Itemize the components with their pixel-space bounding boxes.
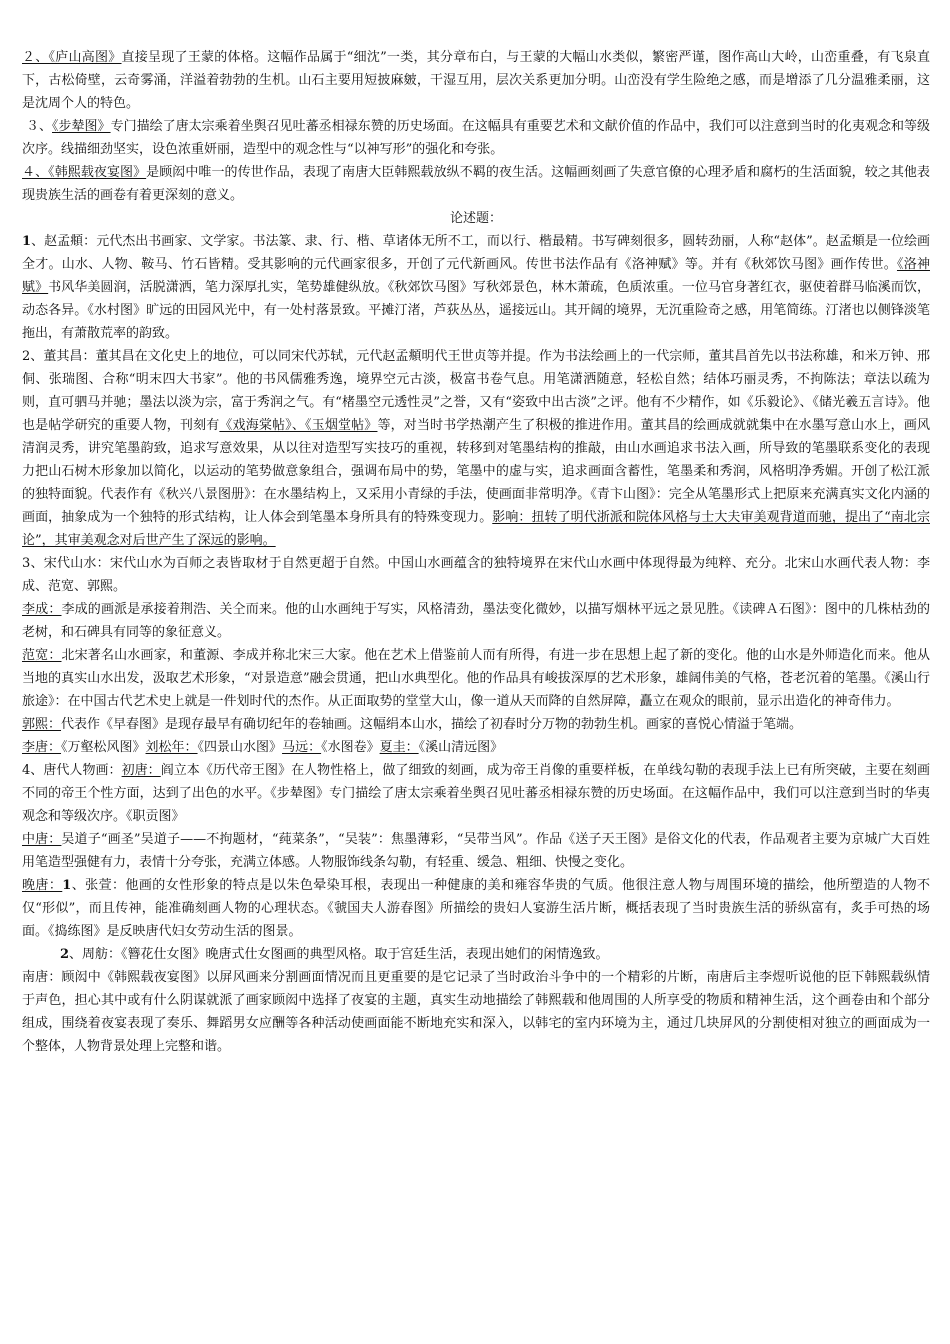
paragraph-bunian: [22, 115, 930, 161]
text-lushan: 直接呈现了王蒙的体格。这幅作品属于“细沈”一类，其分章布白，与王蒙的大幅山水类似，繁密严谨，图作高山大岭，山峦重叠，有飞泉直下，古松倚壁，云奇雾涌，洋溢着勃勃的生机。山石主要用短披麻皴，干湿互用，层次关系更加分明。山峦没有学生险绝之感，而是增添了几分温雅柔丽，这是沈周个人的特色。: [22, 50, 930, 111]
number-1: 1: [22, 234, 32, 249]
number-late-2: 2: [60, 947, 70, 962]
label-xiagui: 夏圭：: [379, 740, 419, 755]
paragraph-southern-song: [22, 736, 930, 759]
paragraph-nantang: 南唐：顾闳中《韩熙载夜宴图》以屏风画来分割画面情况而且更重要的是它记录了当时政治斗争中的一个精彩的片断，南唐后主李煜听说他的臣下韩熙载纵情于声色，担心其中或有什么阴谋就派了画家顾闳中选择了夜宴的主题，真实生动地描绘了韩熙载和他周围的人所享受的物质和精神生活，这个画卷由和个部分组成，围绕着夜宴表现了奏乐、舞蹈男女应酬等各种活动使画面能不断地充实和深入，以韩宅的室内环境为主，通过几块屏风的分割使相对独立的画面成为一个整体，人物背景处理上完整和谐。: [22, 970, 930, 1054]
text-litang: 《万壑松风图》: [61, 740, 146, 755]
paragraph-licheng: [22, 598, 930, 644]
text-dong-1: 2、董其昌：董其昌在文化史上的地位，可以同宋代苏轼，元代赵孟頫明代王世贞等并提。作为书法绘画上的一代宗师，董其昌首先以书法称雄，和米万钟、邢侗、张瑞图、合称“明末四大书家”。他的书风儒雅秀逸，境界空元古淡，极富书卷气息。用笔潇洒随意，轻松自然；结体巧丽灵秀，不拘陈法；章法以疏为则，直可驷马并驰；墨法以淡为宗，富于秀润之气。有“楮墨空元透性灵”之誉，又有“姿致中出古淡”之评。他有不少精作，如《乐毅论》、《储光羲五言诗》。他也是帖学研究的重要人物，刊刻有: [22, 349, 930, 433]
paragraph-zhao: [22, 230, 930, 345]
text-zhoufang: 、周舫：《簪花仕女图》晚唐式仕女图画的典型风格。取于宫廷生活，表现出她们的闲情逸致。: [69, 947, 609, 962]
paragraph-tang-late: [22, 874, 930, 943]
label-mid-tang: 中唐：: [22, 832, 62, 847]
text-tang-heading: 4、唐代人物画：: [22, 763, 122, 778]
text-late-tang: 、张萱：他画的女性形象的特点是以朱色晕染耳根，表现出一种健康的美和雍容华贵的气质。他很注意人物与周围环境的描绘，他所塑造的人物不仅“形似”，而且传神，能准确刻画人物的心理状态。《虢国夫人游春图》所描绘的贵妇人宴游生活片断，概括表现了当时贵族生活的骄纵富有，炙手可热的场面。《捣练图》是反映唐代妇女劳动生活的图景。: [22, 878, 930, 939]
text-mid-tang: 吴道子“画圣”吴道子——不拘题材，“莼菜条”，“吴装”：焦墨薄彩，“吴带当风”。作品《送子天王图》是俗文化的代表，作品观者主要为京城广大百姓用笔造型强健有力，表情十分夸张，充满立体感。人物服饰线条勾勒，有轻重、缓急、粗细、快慢之变化。: [22, 832, 930, 870]
label-late-tang: 晚唐：: [22, 878, 63, 893]
paragraph-lushan: [22, 46, 930, 115]
document-page: [22, 46, 930, 1058]
text-liusongnian: 《四景山水图》: [197, 740, 283, 755]
label-guoxi: 郭熙：: [22, 717, 62, 732]
title-lushan: ２、《庐山高图》: [22, 50, 122, 65]
text-mayuan: 《水图卷》: [321, 740, 380, 755]
number-3: ３、: [26, 119, 53, 134]
text-dong-2: 等，对当时书学热潮产生了积极的推进作用。董其昌的绘画成就就集中在水墨写意山水上，画风清润灵秀，讲究笔墨韵致，追求写意效果，从以往对造型写实技巧的重视，转移到对笔墨结构的推敲，由山水画追求书法入画，所导致的笔墨联系变化的表现力把山石树木形象加以简化，以运动的笔势做意象组合，强调布局中的势，笔墨中的虚与实，追求画面含蓄性，笔墨柔和秀润，风格明净秀媚。开创了松江派的独特面貌。代表作有《秋兴八景图册》：在水墨结构上，又采用小青绿的手法，使画面非常明净。《青卞山图》：完全从笔墨形式上把原来充满真实文化内涵的画面，抽象成为一个独特的形式结构，让人体会到笔墨本身所具有的特殊变现力。: [22, 418, 930, 525]
paragraph-tang-mid: [22, 828, 930, 874]
paragraph-zhoufang: [22, 943, 930, 966]
text-licheng: 李成的画派是承接着荆浩、关仝而来。他的山水画纯于写实，风格清劲，墨法变化微妙，以描写烟林平远之景见胜。《读碑Ａ石图》：图中的几株枯劲的老树，和石碑具有同等的象征意义。: [22, 602, 930, 640]
paragraph-dong: [22, 345, 930, 552]
text-zhao-1: 、赵孟頫：元代杰出书画家、文学家。书法篆、隶、行、楷、草诸体无所不工，而以行、楷最精。书写碑刻很多，圆转劲丽，人称“赵体”。赵孟頫是一位绘画全才。山水、人物、鞍马、竹石皆精。受其影响的元代画家很多，开创了元代新画风。传世书法作品有《洛神赋》等。并有《秋郊饮马图》画作传世。: [22, 234, 930, 272]
text-hanxizai: 是顾闳中唯一的传世作品，表现了南唐大臣韩熙载放纵不羁的夜生活。这幅画刻画了失意官僚的心理矛盾和腐朽的生活面貌，较之其他表现贵族生活的画卷有着更深刻的意义。: [22, 165, 930, 203]
paragraph-guoxi: [22, 713, 930, 736]
paragraph-song-intro: 3、宋代山水：宋代山水为百师之表皆取材于自然更超于自然。中国山水画蕴含的独特境界在宋代山水画中体现得最为纯粹、充分。北宋山水画代表人物：李成、范宽、郭熙。: [22, 556, 930, 594]
label-mayuan: 马远：: [282, 740, 322, 755]
text-dong-influence: 影响：扭转了明代浙派和院体风格与士大夫审美观背道而驰，提出了“南北宗论”，其审美观念对后世产生了深远的影响。: [22, 510, 930, 548]
paragraph-tang-early: [22, 759, 930, 828]
label-licheng: 李成：: [22, 602, 62, 617]
title-luoshenfu: 《洛神赋》: [22, 257, 930, 295]
number-late-1: 1: [62, 878, 72, 893]
text-zhao-2: 书风华美圆润，活脱潇洒，笔力深厚扎实，笔势雄健纵放。《秋郊饮马图》写秋郊景色，林木萧疏，色质浓重。一位马官身著红衣，驱使着群马临溪而饮，动态各异。《水村图》旷远的田园风光中，有一处村落景致。平摊汀渚，芦荻丛丛，遥接远山。其开阔的境界，无沉重险奇之感，用笔简练。汀渚也以侧锋淡笔拖出，有萧散荒率的韵致。: [22, 280, 930, 341]
text-early-tang: 阎立本《历代帝王图》在人物性格上，做了细致的刻画，成为帝王肖像的重要样板，在单线勾勒的表现手法上已有所突破，主要在刻画不同的帝王个性方面，达到了出色的水平。《步辇图》专门描绘了唐太宗乘着坐舆召见吐蕃丞相禄东赞的历史场面。在这幅作品中，我们可以注意到当时的华夷观念和等级次序。《职贡图》: [22, 763, 930, 824]
text-xiagui: 《溪山清远图》: [418, 740, 504, 755]
label-litang: 李唐：: [22, 740, 62, 755]
title-bunian: 《步辇图》: [52, 119, 111, 134]
paragraph-fankuan: [22, 644, 930, 713]
label-liusongnian: 刘松年：: [145, 740, 198, 755]
text-bunian: 专门描绘了唐太宗乘着坐舆召见吐蕃丞相禄东赞的历史场面。在这幅具有重要艺术和文献价值的作品中，我们可以注意到当时的化夷观念和等级次序。线描细劲坚实，设色浓重妍丽，造型中的观念性与“以神写形”的强化和夸张。: [22, 119, 930, 157]
title-hanxizai: ４、《韩熙载夜宴图》: [22, 165, 147, 180]
paragraph-hanxizai: [22, 161, 930, 207]
section-heading: 论述题：: [449, 211, 502, 226]
label-early-tang: 初唐：: [121, 763, 161, 778]
text-guoxi: 代表作《早春图》是现存最早有确切纪年的卷轴画。这幅绢本山水，描绘了初春时分万物的勃勃生机。画家的喜悦心情溢于笔端。: [61, 717, 803, 732]
label-fankuan: 范宽：: [22, 648, 62, 663]
text-fankuan: 北宋著名山水画家，和董源、李成并称北宋三大家。他在艺术上借鉴前人而有所得，有进一步在思想上起了新的变化。他的山水是外师造化而来。他从当地的真实山水出发，汲取艺术形象，“对景造意”融会贯通，把山水典型化。他的作品具有峻拔深厚的艺术形象，雄阔伟美的气格，苍老沉着的笔墨。《溪山行旅途》：在中国古代艺术史上就是一件划时代的杰作。从正面取势的堂堂大山，像一道从天而降的自然屏障，矗立在观众的眼前，显示出造化的神奇伟力。: [22, 648, 930, 709]
title-dong-tie: 《戏海棠帖》、《玉烟堂帖》: [219, 418, 378, 433]
